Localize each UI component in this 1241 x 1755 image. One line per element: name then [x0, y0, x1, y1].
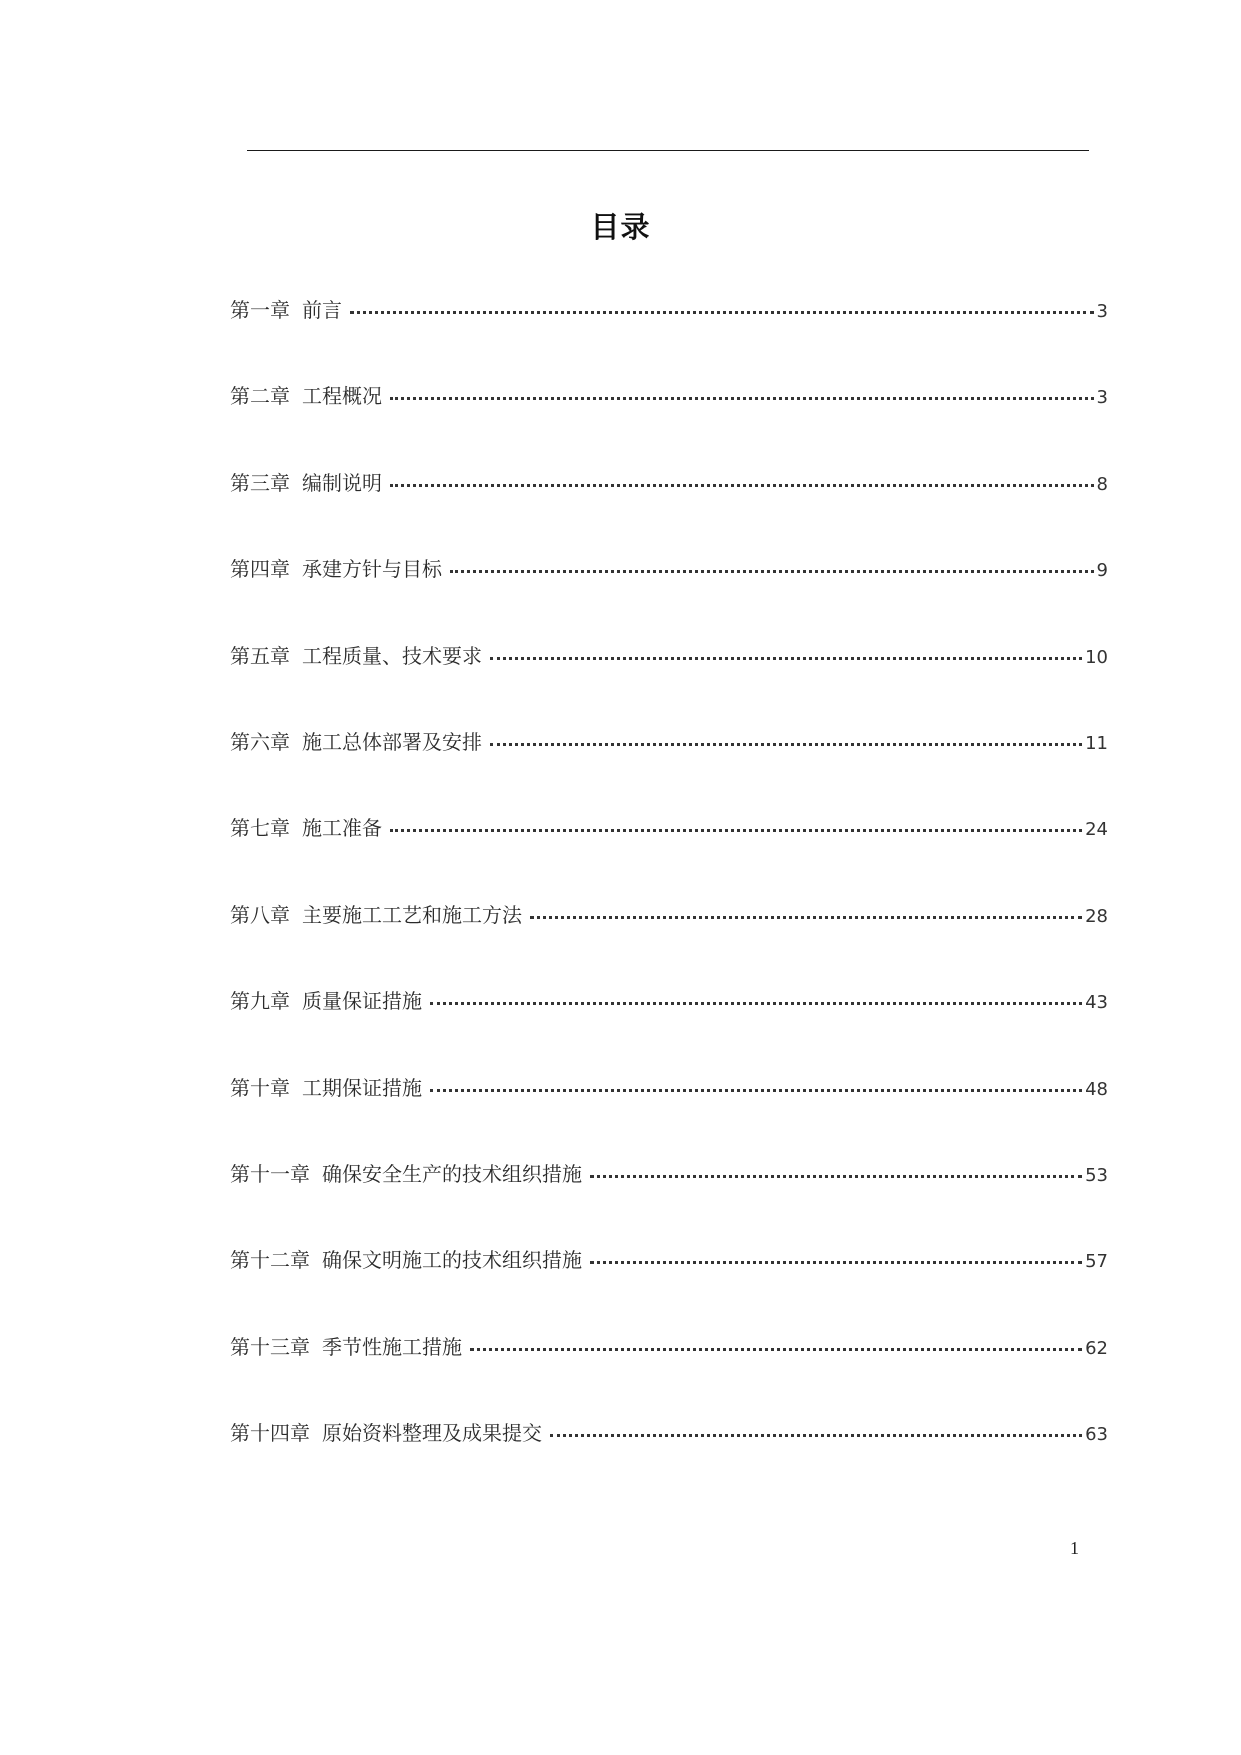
toc-chapter-number: 第十一章 — [230, 1161, 310, 1186]
toc-entry[interactable] — [230, 1331, 1108, 1417]
toc-page-number: 9 — [1096, 560, 1108, 582]
toc-entry[interactable] — [230, 1417, 1108, 1503]
toc-chapter-number: 第十章 — [230, 1075, 290, 1100]
dot-leader — [430, 1089, 1082, 1092]
toc-entry[interactable] — [230, 294, 1108, 380]
toc-page-number: 3 — [1096, 387, 1108, 409]
toc-page-number: 43 — [1085, 992, 1108, 1014]
toc-chapter-number: 第九章 — [230, 989, 290, 1014]
toc-chapter-name: 确保文明施工的技术组织措施 — [322, 1248, 582, 1273]
toc-chapter-name: 施工准备 — [302, 816, 382, 841]
dot-leader — [590, 1175, 1082, 1178]
page-number: 1 — [1070, 1538, 1079, 1558]
toc-chapter-number: 第四章 — [230, 557, 290, 582]
toc-chapter-number: 第五章 — [230, 643, 290, 668]
toc-chapter-name: 原始资料整理及成果提交 — [322, 1421, 542, 1446]
toc-entry[interactable] — [230, 899, 1108, 985]
toc-page-number: 24 — [1085, 819, 1108, 841]
toc-entry[interactable] — [230, 380, 1108, 466]
toc-page-number: 53 — [1085, 1164, 1108, 1186]
toc-chapter-number: 第七章 — [230, 816, 290, 841]
toc-chapter-number: 第六章 — [230, 729, 290, 754]
toc-title: 目录 — [590, 210, 651, 244]
toc-chapter-name: 编制说明 — [302, 470, 382, 495]
toc-chapter-name: 施工总体部署及安排 — [302, 729, 482, 754]
toc-chapter-number: 第十四章 — [230, 1421, 310, 1446]
toc-chapter-name: 确保安全生产的技术组织措施 — [322, 1161, 582, 1186]
dot-leader — [430, 1002, 1082, 1005]
toc-entry[interactable] — [230, 1158, 1108, 1244]
toc-chapter-name: 季节性施工措施 — [322, 1334, 462, 1359]
dot-leader — [490, 743, 1082, 746]
toc-page-number: 11 — [1085, 732, 1108, 754]
toc-chapter-name: 工期保证措施 — [302, 1075, 422, 1100]
dot-leader — [490, 657, 1082, 660]
toc-entry[interactable] — [230, 985, 1108, 1071]
dot-leader — [550, 1434, 1082, 1437]
toc-entry[interactable] — [230, 1244, 1108, 1330]
toc-page-number: 57 — [1085, 1251, 1108, 1273]
toc-page-number: 3 — [1096, 301, 1108, 322]
toc-page-number: 48 — [1085, 1078, 1108, 1100]
toc-chapter-number: 第一章 — [230, 298, 290, 322]
toc-chapter-name: 质量保证措施 — [302, 989, 422, 1014]
toc-chapter-name: 工程质量、技术要求 — [302, 643, 482, 668]
dot-leader — [590, 1261, 1082, 1264]
header-rule — [247, 150, 1089, 151]
toc-chapter-name: 前言 — [302, 298, 342, 322]
toc-page-number: 10 — [1085, 646, 1108, 668]
toc-chapter-number: 第二章 — [230, 384, 290, 409]
toc-entry[interactable] — [230, 726, 1108, 812]
dot-leader — [350, 311, 1094, 314]
toc-list — [230, 294, 1108, 1503]
toc-chapter-number: 第十二章 — [230, 1248, 310, 1273]
toc-entry[interactable] — [230, 1072, 1108, 1158]
toc-entry[interactable] — [230, 553, 1108, 639]
toc-chapter-name: 工程概况 — [302, 384, 382, 409]
toc-page-number: 28 — [1085, 905, 1108, 927]
toc-entry[interactable] — [230, 467, 1108, 553]
toc-entry[interactable] — [230, 640, 1108, 726]
dot-leader — [450, 570, 1094, 573]
dot-leader — [530, 916, 1082, 919]
dot-leader — [470, 1348, 1082, 1351]
toc-chapter-number: 第十三章 — [230, 1334, 310, 1359]
toc-chapter-name: 承建方针与目标 — [302, 557, 442, 582]
toc-chapter-number: 第八章 — [230, 902, 290, 927]
toc-page-number: 8 — [1096, 473, 1108, 495]
toc-page-number: 62 — [1085, 1337, 1108, 1359]
toc-chapter-number: 第三章 — [230, 470, 290, 495]
dot-leader — [390, 484, 1094, 487]
dot-leader — [390, 829, 1082, 832]
toc-chapter-name: 主要施工工艺和施工方法 — [302, 902, 522, 927]
dot-leader — [390, 397, 1094, 400]
toc-page-number: 63 — [1085, 1424, 1108, 1446]
toc-entry[interactable] — [230, 812, 1108, 898]
